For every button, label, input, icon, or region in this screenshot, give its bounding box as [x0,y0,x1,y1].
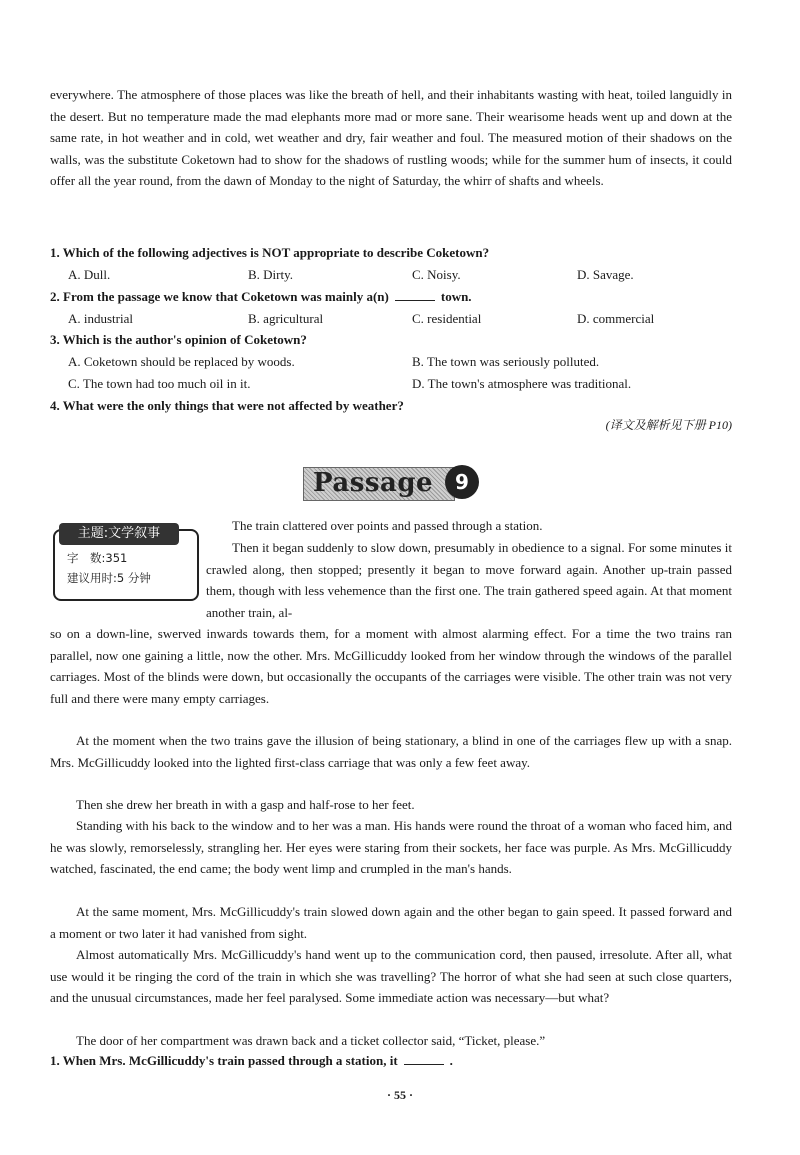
theme-box [53,523,199,599]
q1-option-b: B. Dirty. [248,267,294,282]
passage-9-paragraph-7: Almost automatically Mrs. McGillicuddy's hand went up to the communication cord, then paused, irresolute. After all, what use would it be ringing the cord of the train in which she was travelling? The horror of what she had seen at such close quarters, and the unusual circumstances, made her feel paralysed. Some immediate action was necessary—but what? [50,947,732,1005]
word-count: 字 数:351 [67,551,128,565]
q1-option-d: D. Savage. [577,267,634,282]
passage-number-badge: 9 [445,465,479,499]
passage-9-paragraph-8: The door of her compartment was drawn back and a ticket collector said, “Ticket, please.” [76,1033,546,1048]
passage-9-paragraph-2: Then it began suddenly to slow down, presumably in obedience to a signal. For some minutes it crawled along, then stopped; presently it began to move forward again. Another up-train passed them, though with less vehemence than the first one. The train gathered speed again. At that moment another train, al- [206,540,732,620]
question-3: 3. Which is the author's opinion of Coketown? [50,332,307,347]
p9-q1-text: 1. When Mrs. McGillicuddy's train passed through a station, it [50,1053,398,1068]
q3-option-a: A. Coketown should be replaced by woods. [68,354,295,369]
q1-option-c: C. Noisy. [412,267,461,282]
q2-option-b: B. agricultural [248,311,324,326]
question-1: 1. Which of the following adjectives is NOT appropriate to describe Coketown? [50,245,490,260]
theme-label: 主题:文学叙事 [59,523,179,545]
p9-q1-end: . [449,1053,453,1068]
q2-text-after: town. [440,289,472,304]
reference-note: (译文及解析见下册 P10) [605,418,732,432]
q2-option-c: C. residential [412,311,482,326]
passage-9-paragraph-2-cont: so on a down-line, swerved inwards towards them, for a moment with almost alarming effect. For a time the two trains ran parallel, now one gaining a little, now the other. Mrs. McGillicuddy looked from her window through the windows of the parallel carriages. Most of the blinds were down, but occasionally the occupants of the carriages were visible. The other train was not very full and there were many empty carriages. [50,626,732,706]
q1-option-a: A. Dull. [68,267,111,282]
page-number: · 55 · [386,1088,413,1102]
passage-9-paragraph-1: The train clattered over points and passed through a station. [232,518,543,533]
q3-option-b: B. The town was seriously polluted. [412,354,600,369]
q2-option-d: D. commercial [577,311,655,326]
passage-title [303,465,478,501]
suggested-time: 建议用时:5 分钟 [67,571,151,585]
passage-9-paragraph-4: Then she drew her breath in with a gasp and half-rose to her feet. [76,797,415,812]
passage-word: Passage [313,468,434,498]
q3-option-d: D. The town's atmosphere was traditional. [412,376,632,391]
answer-blank [404,1052,444,1065]
passage-8-paragraph: everywhere. The atmosphere of those places was like the breath of hell, and their inhabitants wasting with heat, toiled languidly in the desert. But no temperature made the mad elephants more mad or more sane. Their wearisome heads went up and down at the same rate, in hot weather and in cold, wet weather and dry, fair weather and foul. The measured motion of their shadows on the walls, was the substitute Coketown had to show for the shadows of rustling woods; while for the summer hum of insects, it could offer all the year round, from the dawn of Monday to the night of Saturday, the whirr of shafts and wheels. [50,87,732,188]
answer-blank [395,288,435,301]
q2-option-a: A. industrial [68,311,133,326]
passage-9-question-1 [50,1051,453,1071]
question-4: 4. What were the only things that were not affected by weather? [50,398,404,413]
q3-option-c: C. The town had too much oil in it. [68,376,251,391]
question-2 [50,287,472,307]
q2-text-before: 2. From the passage we know that Coketown was mainly a(n) [50,289,389,304]
passage-9-paragraph-5: Standing with his back to the window and to her was a man. His hands were round the throat of a woman who faced him, and he was slowly, remorselessly, strangling her. Her eyes were staring from their sockets, her face was purple. As Mrs. McGillicuddy watched, fascinated, the end came; the body went limp and crumpled in the man's hands. [50,818,732,876]
passage-9-paragraph-3: At the moment when the two trains gave the illusion of being stationary, a blind in one of the carriages flew up with a snap. Mrs. McGillicuddy looked into the lighted first-class carriage that was only a few feet away. [50,733,732,770]
passage-9-paragraph-6: At the same moment, Mrs. McGillicuddy's train slowed down again and the other began to gain speed. It passed forward and a moment or two later it had vanished from sight. [50,904,732,941]
